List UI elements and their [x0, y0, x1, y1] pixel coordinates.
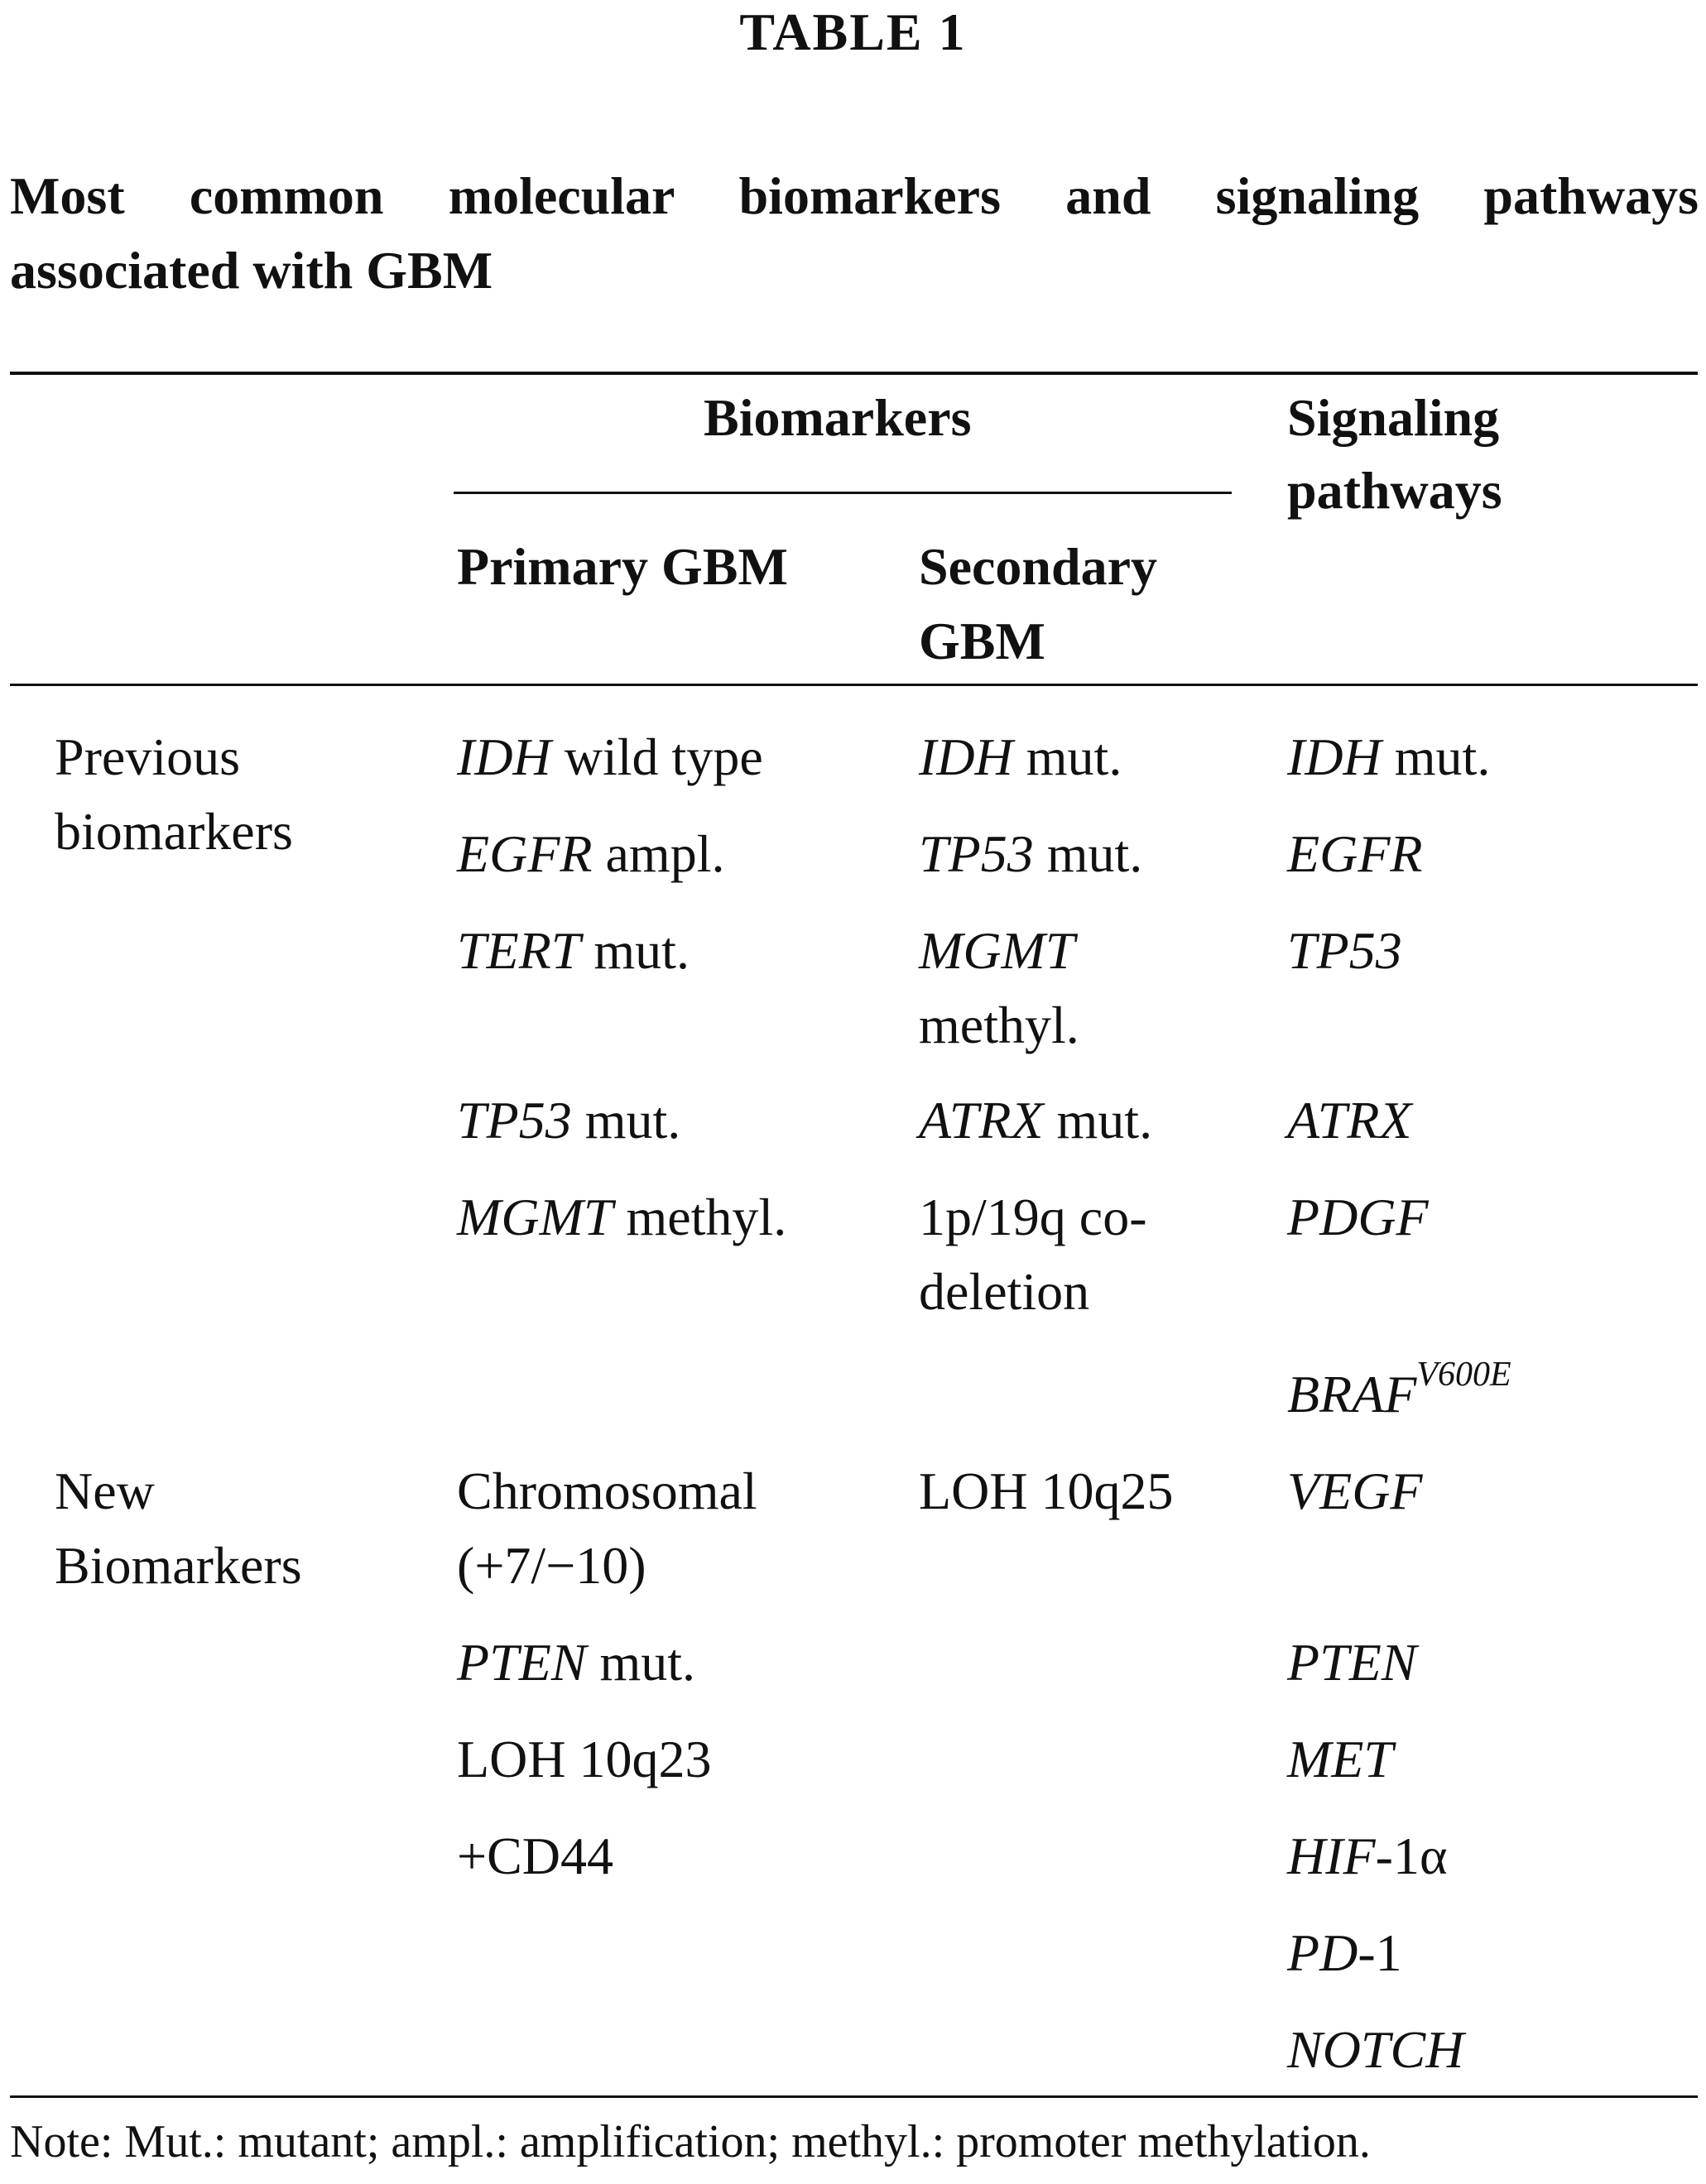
- primary-cell: +CD44: [457, 1826, 613, 1885]
- primary-cell: PTEN mut.: [457, 1633, 696, 1692]
- signaling-cell: HIF-1α: [1287, 1826, 1448, 1885]
- table-top-rule: [10, 372, 1698, 375]
- signaling-cell: EGFR: [1287, 824, 1423, 883]
- primary-cell: EGFR ampl.: [457, 824, 725, 883]
- signaling-cell: PD-1: [1287, 1923, 1402, 1982]
- primary-cell: LOH 10q23: [457, 1730, 712, 1788]
- signaling-cell: ATRX: [1287, 1091, 1412, 1150]
- signaling-cell: VEGF: [1287, 1462, 1423, 1520]
- header-signaling-line-2: pathways: [1287, 461, 1502, 520]
- primary-cell: IDH wild type: [457, 727, 763, 786]
- primary-cell: TERT mut.: [457, 921, 690, 980]
- signaling-cell: IDH mut.: [1287, 727, 1491, 786]
- signaling-cell: $BRAF^{V600E}$: [1287, 1356, 1511, 1423]
- primary-cell: (+7/−10): [457, 1536, 646, 1595]
- secondary-cell: MGMT: [919, 921, 1075, 980]
- table-caption-line-2: associated with GBM: [10, 241, 493, 300]
- secondary-cell: methyl.: [919, 996, 1079, 1054]
- header-secondary-line-2: GBM: [919, 612, 1045, 670]
- secondary-cell: TP53 mut.: [919, 824, 1143, 883]
- group-new-line-2: Biomarkers: [55, 1536, 302, 1595]
- secondary-cell: IDH mut.: [919, 727, 1122, 786]
- header-secondary-line-1: Secondary: [919, 537, 1157, 596]
- primary-cell: Chromosomal: [457, 1462, 757, 1520]
- table-bottom-rule: [10, 2095, 1698, 2098]
- secondary-cell: 1p/19q co-: [919, 1188, 1147, 1246]
- signaling-cell: TP53: [1287, 921, 1402, 980]
- primary-cell: TP53 mut.: [457, 1091, 681, 1150]
- signaling-cell: PTEN: [1287, 1633, 1417, 1692]
- header-biomarkers: Biomarkers: [704, 388, 972, 447]
- signaling-cell: PDGF: [1287, 1188, 1429, 1246]
- table-footnote: Note: Mut.: mutant; ampl.: amplification; methyl.: promoter methylation.: [10, 2116, 1371, 2167]
- header-signaling-line-1: Signaling: [1287, 388, 1500, 447]
- group-previous-line-2: biomarkers: [55, 802, 293, 861]
- group-previous-line-1: Previous: [55, 727, 240, 786]
- header-bottom-rule: [10, 684, 1698, 686]
- signaling-cell: NOTCH: [1287, 2020, 1464, 2079]
- primary-cell: MGMT methyl.: [457, 1188, 787, 1246]
- table-label: TABLE 1: [739, 2, 967, 61]
- secondary-cell: LOH 10q25: [919, 1462, 1174, 1520]
- table-caption-line-1: Most common molecular biomarkers and signaling pathways: [10, 166, 1699, 225]
- group-new-line-1: New: [55, 1462, 155, 1520]
- biomarkers-underline: [454, 492, 1232, 494]
- secondary-cell: deletion: [919, 1262, 1090, 1321]
- secondary-cell: ATRX mut.: [919, 1091, 1153, 1150]
- header-primary-gbm: Primary GBM: [457, 537, 788, 596]
- signaling-cell: MET: [1287, 1730, 1393, 1788]
